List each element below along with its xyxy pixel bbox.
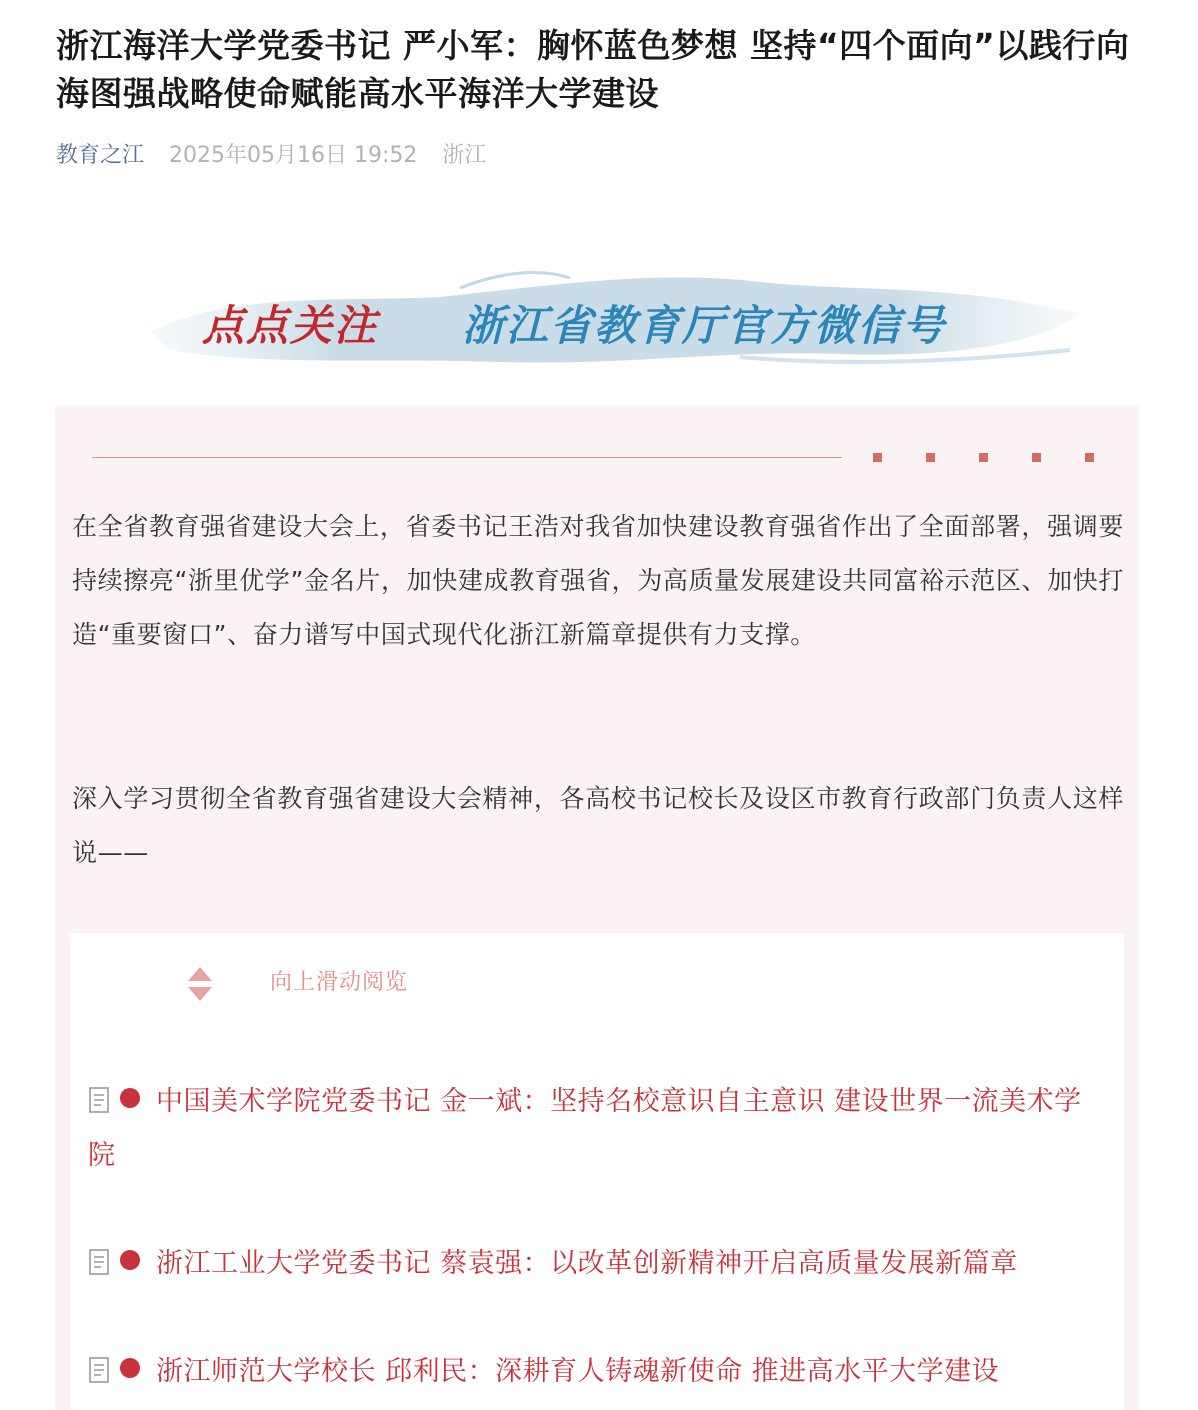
- divider-dot: [926, 453, 935, 462]
- document-icon: [88, 1086, 110, 1114]
- divider-dot: [979, 453, 988, 462]
- divider-dot: [873, 453, 882, 462]
- intro-paragraph: 在全省教育强省建设大会上，省委书记王浩对我省加快建设教育强省作出了全面部署，强调要持续擦亮“浙里优学”金名片，加快建成教育强省，为高质量发展建设共同富裕示范区、加快打造“重要窗口”、奋力谱写中国式现代化浙江新篇章提供有力支撑。: [72, 512, 1124, 649]
- author-link[interactable]: 教育之江: [56, 143, 145, 168]
- list-item-label[interactable]: 中国美术学院党委书记 金一斌：坚持名校意识自主意识 建设世界一流美术学院: [88, 1086, 1082, 1171]
- list-item[interactable]: [88, 1075, 1108, 1183]
- list-item[interactable]: [88, 1345, 1108, 1399]
- publish-time: 2025年05月16日 19:52: [169, 143, 418, 168]
- article-meta: [56, 140, 504, 172]
- intro-paragraph: 深入学习贯彻全省教育强省建设大会精神，各高校书记校长及设区市教育行政部门负责人这样说——: [72, 784, 1124, 867]
- bullet-dot: [120, 1358, 140, 1378]
- banner-follow-text: 点点关注: [202, 301, 379, 350]
- article-title: 浙江海洋大学党委书记 严小军：胸怀蓝色梦想 坚持“四个面向”以践行向海图强战略使命赋能高水平海洋大学建设: [56, 26, 1130, 113]
- divider-dot: [1085, 453, 1094, 462]
- banner-account-text: 浙江省教育厅官方微信号: [462, 301, 947, 350]
- follow-banner: [140, 262, 1090, 382]
- list-item-label[interactable]: 浙江师范大学校长 邱利民：深耕育人铸魂新使命 推进高水平大学建设: [156, 1356, 1000, 1387]
- document-icon: [88, 1248, 110, 1276]
- list-item[interactable]: [88, 1237, 1108, 1291]
- document-icon: [88, 1356, 110, 1384]
- divider-line: [92, 457, 842, 458]
- bullet-dot: [120, 1088, 140, 1108]
- scroll-up-down-icon: [186, 965, 214, 1005]
- intro-card: [55, 406, 1139, 1410]
- divider-dot: [1032, 453, 1041, 462]
- bullet-dot: [120, 1250, 140, 1270]
- publish-location: 浙江: [442, 143, 487, 168]
- scroll-hint-text: 向上滑动阅览: [270, 970, 409, 995]
- article-list-box[interactable]: [70, 933, 1124, 1410]
- list-item-label[interactable]: 浙江工业大学党委书记 蔡袁强：以改革创新精神开启高质量发展新篇章: [156, 1248, 1018, 1279]
